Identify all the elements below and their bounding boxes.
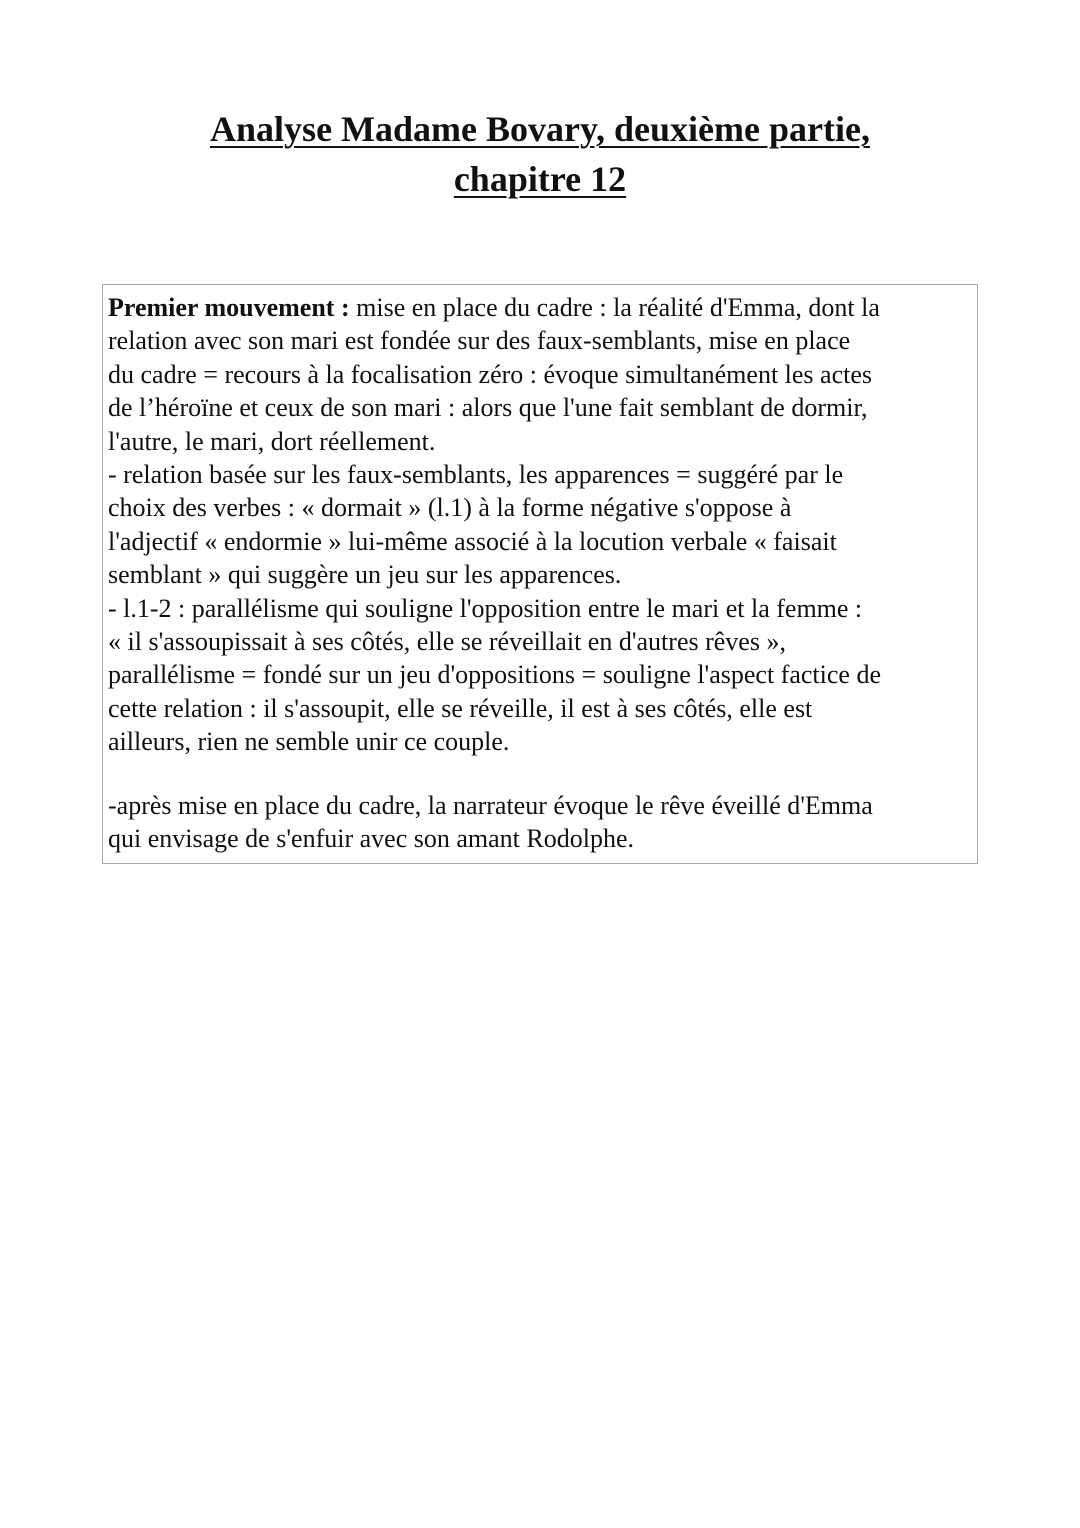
text-line: ailleurs, rien ne semble unir ce couple. bbox=[108, 727, 510, 757]
text-line-content: mise en place du cadre : la réalité d'Emma, dont la bbox=[349, 293, 880, 322]
text-line: - l.1-2 : parallélisme qui souligne l'opposition entre le mari et la femme : bbox=[108, 593, 863, 623]
section-label: Premier mouvement : bbox=[108, 293, 350, 322]
text-line: relation avec son mari est fondée sur des faux-semblants, mise en place bbox=[108, 326, 851, 356]
text-line: semblant » qui suggère un jeu sur les apparences. bbox=[108, 560, 622, 590]
text-line: -après mise en place du cadre, la narrateur évoque le rêve éveillé d'Emma bbox=[108, 790, 873, 820]
text-line bbox=[108, 291, 969, 324]
title-line-1: Analyse Madame Bovary, deuxième partie, bbox=[210, 109, 870, 149]
text-line: choix des verbes : « dormait » (l.1) à la forme négative s'oppose à bbox=[108, 493, 792, 523]
text-line: « il s'assoupissait à ses côtés, elle se réveillait en d'autres rêves », bbox=[108, 627, 786, 657]
document-title bbox=[0, 104, 1080, 204]
text-line: qui envisage de s'enfuir avec son amant Rodolphe. bbox=[108, 824, 634, 854]
text-line: parallélisme = fondé sur un jeu d'oppositions = souligne l'aspect factice de bbox=[108, 660, 881, 690]
text-line: l'autre, le mari, dort réellement. bbox=[108, 426, 436, 456]
title-line-2: chapitre 12 bbox=[453, 159, 627, 199]
text-line: l'adjectif « endormie » lui-même associé à la locution verbale « faisait bbox=[108, 526, 837, 556]
text-line: du cadre = recours à la focalisation zéro : évoque simultanément les actes bbox=[108, 359, 873, 389]
text-line: - relation basée sur les faux-semblants, les apparences = suggéré par le bbox=[108, 460, 844, 490]
text-line: cette relation : il s'assoupit, elle se réveille, il est à ses côtés, elle est bbox=[108, 693, 813, 723]
analysis-box bbox=[102, 284, 978, 864]
text-line: de l’héroïne et ceux de son mari : alors que l'une fait semblant de dormir, bbox=[108, 393, 868, 423]
paragraph-gap bbox=[108, 759, 969, 789]
